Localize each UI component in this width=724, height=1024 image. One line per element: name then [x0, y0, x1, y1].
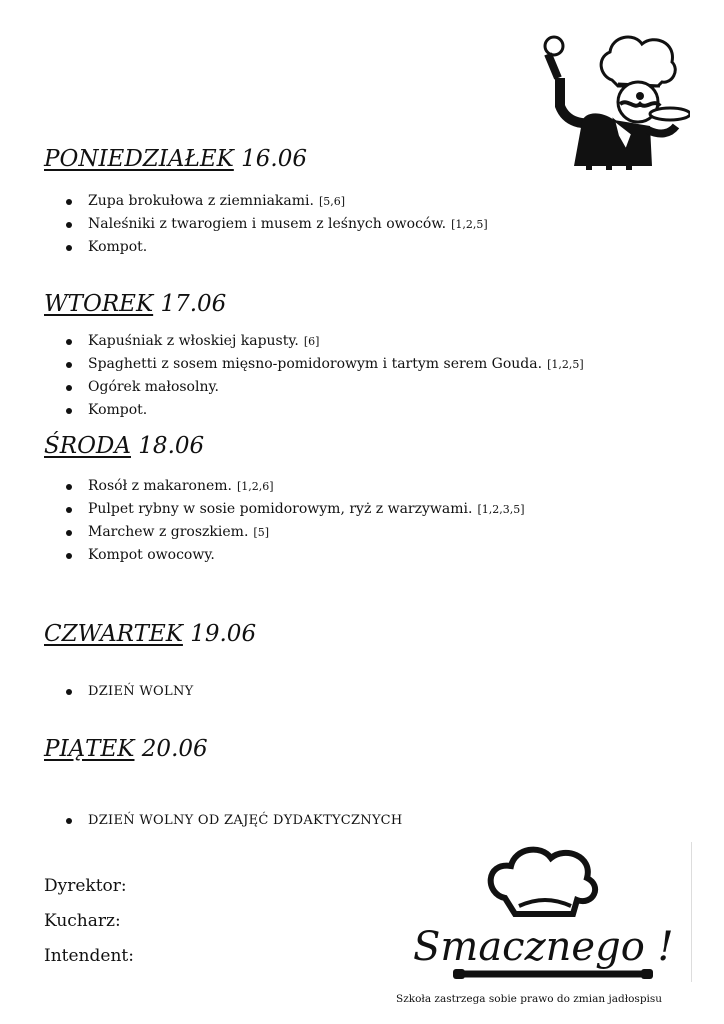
menu-list-friday: [88, 809, 403, 832]
list-item: Kapuśniak z włoskiej kapusty. [6]: [88, 330, 584, 353]
list-item: DZIEŃ WOLNY: [88, 680, 194, 703]
menu-list-wednesday: [88, 475, 525, 567]
menu-list-monday: [88, 190, 488, 259]
smacznego-logo: [403, 842, 692, 982]
list-item: DZIEŃ WOLNY OD ZAJĘĆ DYDAKTYCZNYCH: [88, 809, 403, 832]
signature-intendant: Intendent:: [44, 946, 134, 966]
signature-cook: Kucharz:: [44, 911, 121, 931]
day-date: 20.06: [141, 736, 208, 762]
chef-illustration: [530, 26, 690, 174]
day-name: PONIEDZIAŁEK: [44, 146, 234, 172]
logo-text: Smacznego !: [413, 924, 674, 970]
menu-list-thursday: [88, 680, 194, 703]
day-name: WTOREK: [44, 291, 154, 317]
day-date: 19.06: [190, 621, 257, 647]
day-name: ŚRODA: [44, 433, 131, 459]
list-item: Spaghetti z sosem mięsno-pomidorowym i tartym serem Gouda. [1,2,5]: [88, 353, 584, 376]
signature-director: Dyrektor:: [44, 876, 127, 896]
chef-hat-icon: [403, 842, 691, 982]
day-heading-friday: [44, 736, 208, 762]
menu-list-tuesday: [88, 330, 584, 422]
list-item: Kompot owocowy.: [88, 544, 525, 567]
list-item: Pulpet rybny w sosie pomidorowym, ryż z warzywami. [1,2,3,5]: [88, 498, 525, 521]
day-heading-monday: [44, 146, 307, 172]
day-date: 17.06: [160, 291, 227, 317]
list-item: Naleśniki z twarogiem i musem z leśnych owoców. [1,2,5]: [88, 213, 488, 236]
list-item: Ogórek małosolny.: [88, 376, 584, 399]
day-date: 18.06: [138, 433, 205, 459]
day-name: CZWARTEK: [44, 621, 183, 647]
list-item: Kompot.: [88, 399, 584, 422]
list-item: Kompot.: [88, 236, 488, 259]
menu-change-note: Szkoła zastrzega sobie prawo do zmian jadłospisu: [396, 993, 663, 1005]
day-heading-thursday: [44, 621, 256, 647]
list-item: Rosół z makaronem. [1,2,6]: [88, 475, 525, 498]
list-item: Marchew z groszkiem. [5]: [88, 521, 525, 544]
day-name: PIĄTEK: [44, 736, 135, 762]
day-heading-tuesday: [44, 291, 226, 317]
day-heading-wednesday: [44, 433, 204, 459]
list-item: Zupa brokułowa z ziemniakami. [5,6]: [88, 190, 488, 213]
day-date: 16.06: [241, 146, 307, 172]
